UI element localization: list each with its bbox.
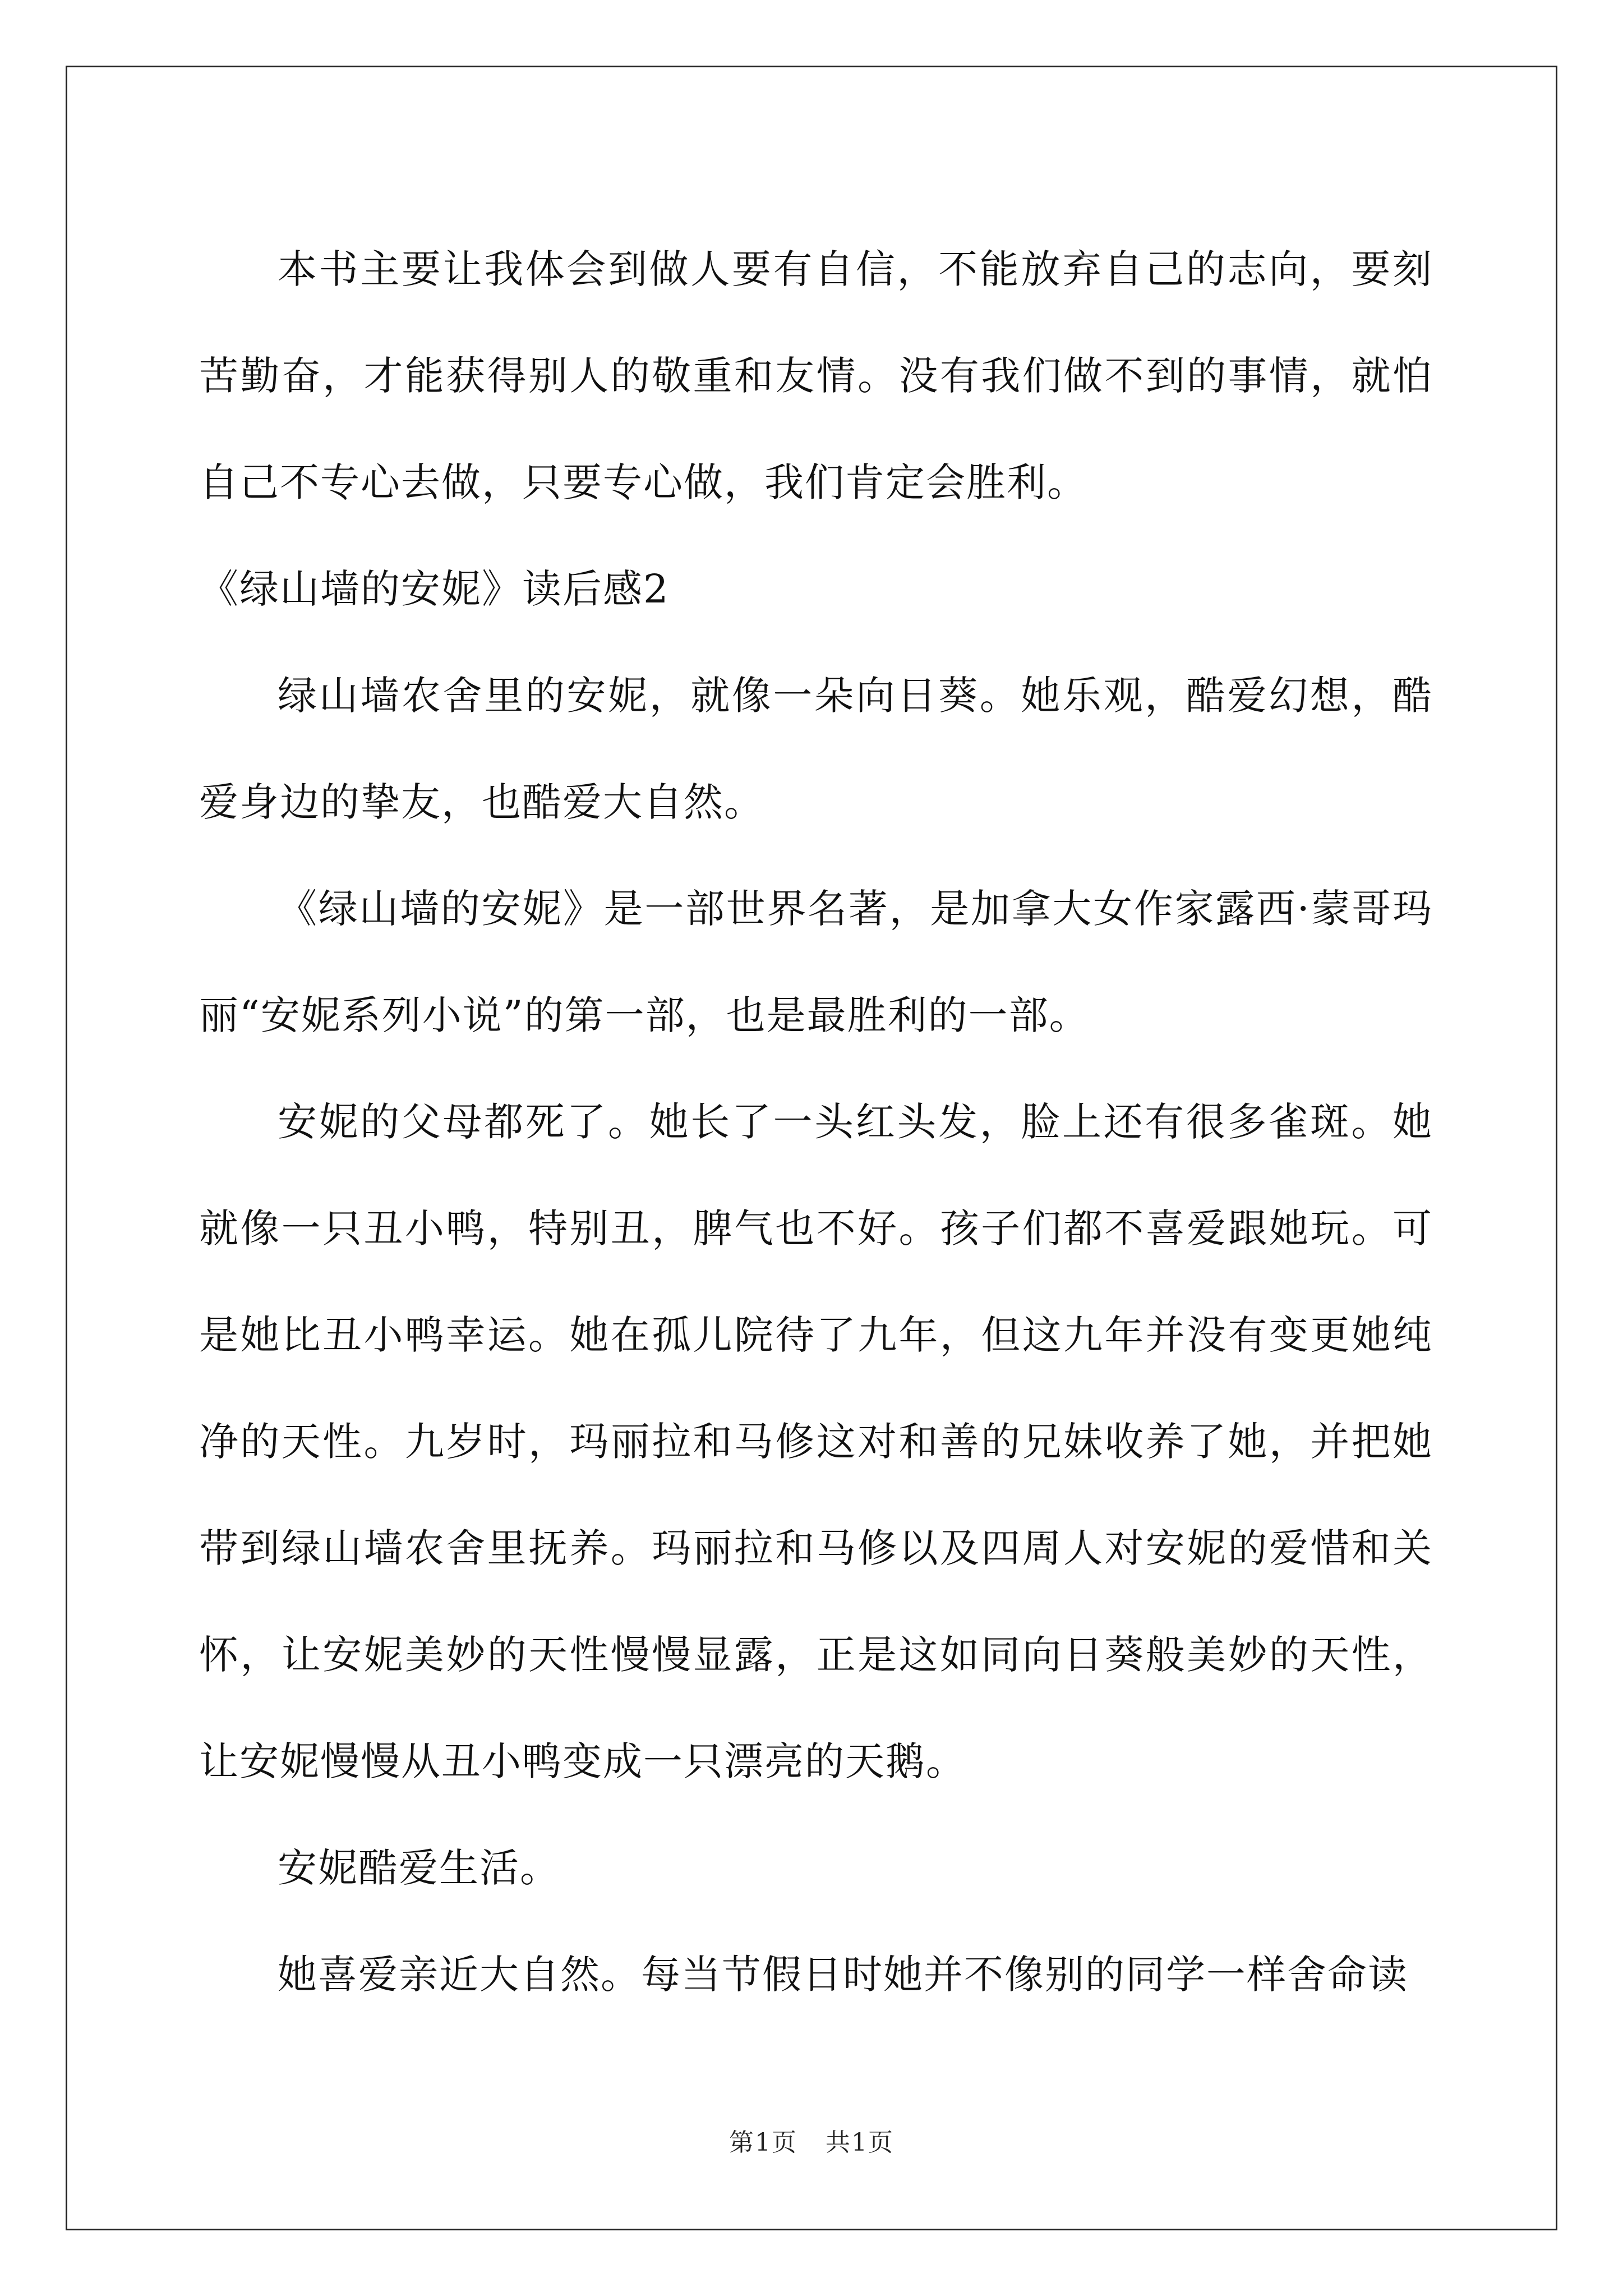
page-footer xyxy=(0,2126,1623,2160)
paragraph-6: 她喜爱亲近大自然。每当节假日时她并不像别的同学一样舍命读 xyxy=(278,1952,1408,1998)
paragraph-5: 安妮酷爱生活。 xyxy=(278,1845,560,1891)
paragraph-3: 《绿山墙的安妮》是一部世界名著，是加拿大女作家露西·蒙哥玛丽“安妮系列小说”的第一部，也是最胜利的一部。 xyxy=(199,886,1433,1038)
section-heading: 《绿山墙的安妮》读后感2 xyxy=(199,566,670,612)
paragraph-1: 本书主要让我体会到做人要有自信，不能放弃自己的志向，要刻苦勤奋，才能获得别人的敬重和友情。没有我们做不到的事情，就怕自己不专心去做，只要专心做，我们肯定会胜利。 xyxy=(199,246,1433,505)
page-total: 共1页 xyxy=(826,2128,894,2157)
paragraph-2: 绿山墙农舍里的安妮，就像一朵向日葵。她乐观，酷爱幻想，酷爱身边的挚友，也酷爱大自然。 xyxy=(199,673,1433,825)
paragraph-4: 安妮的父母都死了。她长了一头红头发，脸上还有很多雀斑。她就像一只丑小鸭，特别丑，脾气也不好。孩子们都不喜爱跟她玩。可是她比丑小鸭幸运。她在孤儿院待了九年，但这九年并没有变更她纯净的天性。九岁时，玛丽拉和马修这对和善的兄妹收养了她，并把她带到绿山墙农舍里抚养。玛丽拉和马修以及四周人对安妮的爱惜和关怀，让安妮美妙的天性慢慢显露，正是这如同向日葵般美妙的天性，让安妮慢慢从丑小鸭变成一只漂亮的天鹅。 xyxy=(199,1099,1433,1784)
page-number: 第1页 xyxy=(729,2128,797,2157)
document-body xyxy=(199,216,1433,2028)
